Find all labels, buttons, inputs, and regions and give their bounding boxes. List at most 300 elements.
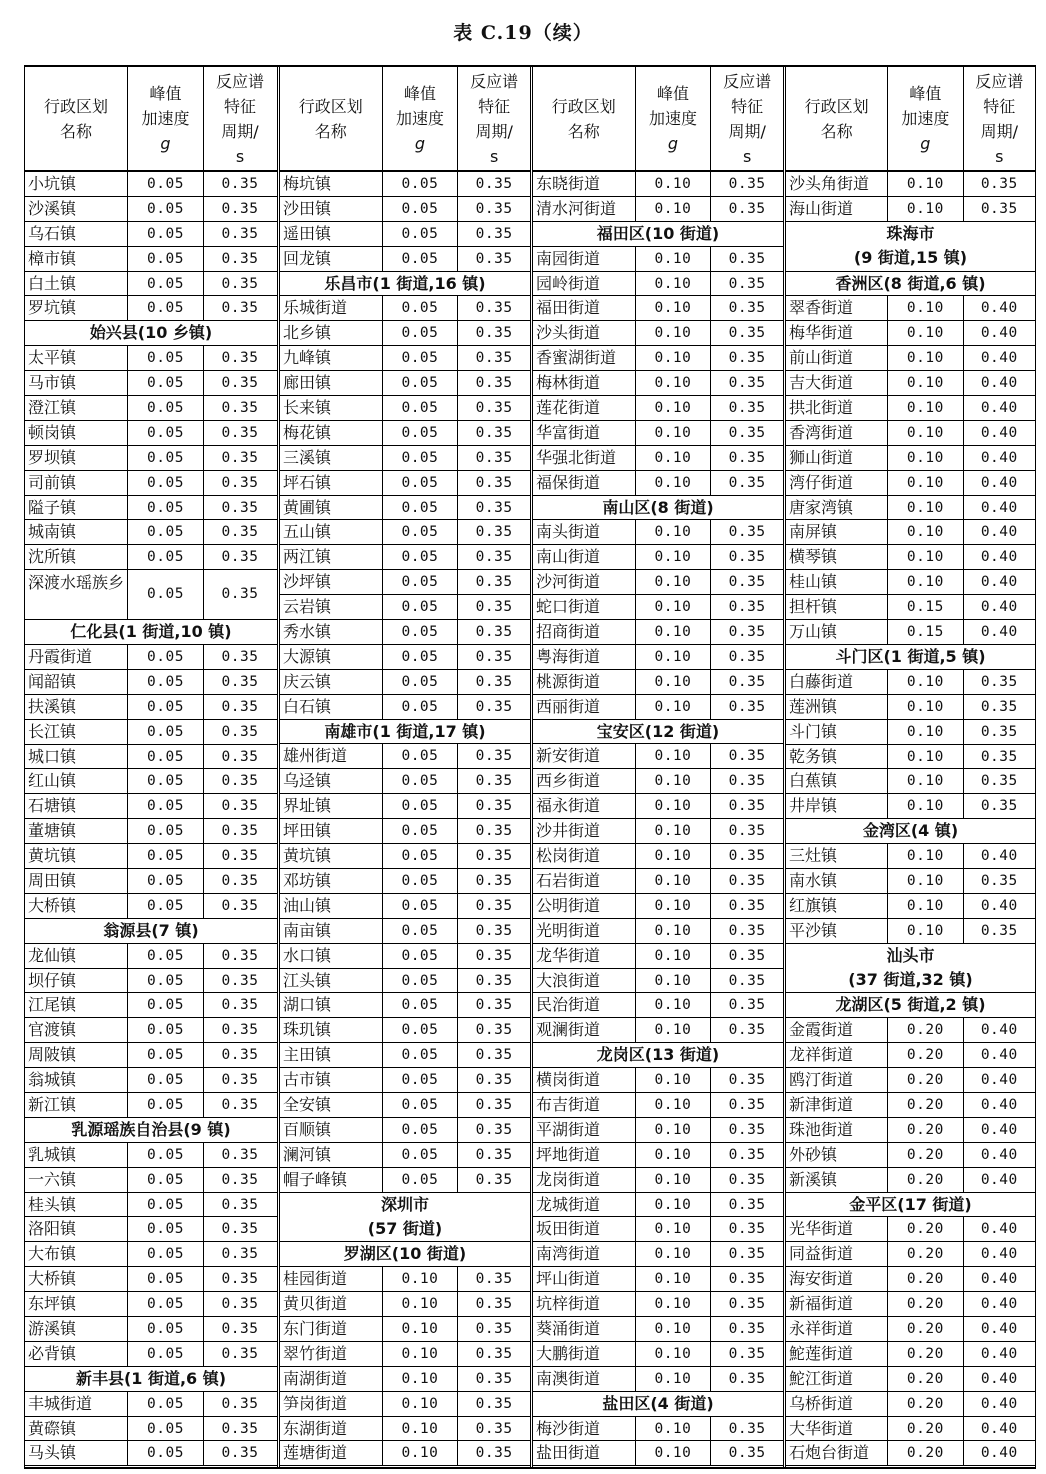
cell-period: 0.35 [728, 1445, 766, 1462]
cell-period: 0.35 [728, 823, 766, 840]
cell-name: 南头街道 [533, 520, 636, 544]
cell-name: 马头镇 [25, 1441, 128, 1465]
cell-name: 太平镇 [25, 346, 128, 370]
cell-period: 0.35 [475, 549, 513, 566]
cell-peak-accel: 0.10 [636, 944, 712, 968]
cell-peak-accel: 0.10 [636, 371, 712, 395]
cell-period: 0.35 [475, 848, 513, 865]
cell-period: 0.35 [221, 773, 259, 790]
cell-period: 0.40 [980, 449, 1018, 466]
cell-period: 0.35 [221, 375, 259, 392]
section-row [786, 993, 1035, 1018]
cell-peak-accel: 0.10 [888, 321, 963, 345]
cell-period: 0.40 [980, 1296, 1018, 1313]
cell-peak-accel: 0.05 [128, 969, 204, 993]
table-row [280, 620, 530, 645]
cell-period: 0.35 [475, 922, 513, 939]
cell-peak-accel: 0.10 [636, 346, 712, 370]
cell-name: 桃源街道 [533, 670, 636, 694]
section-row [786, 645, 1035, 670]
cell-name: 西丽街道 [533, 695, 636, 719]
header-peak-accel: 峰值 加速度 g [383, 67, 459, 170]
cell-period: 0.35 [728, 624, 766, 641]
cell-period: 0.35 [980, 872, 1018, 889]
cell-period: 0.40 [980, 624, 1018, 641]
cell-period: 0.35 [475, 1146, 513, 1163]
cell-name: 乌桥街道 [786, 1392, 888, 1416]
cell-name: 闻韶镇 [25, 670, 128, 694]
cell-name: 沙溪镇 [25, 197, 128, 221]
cell-period: 0.35 [728, 972, 766, 989]
cell-period: 0.35 [475, 972, 513, 989]
cell-period: 0.40 [980, 400, 1018, 417]
cell-name: 桂园街道 [280, 1267, 383, 1291]
cell-peak-accel: 0.05 [383, 1068, 459, 1092]
cell-peak-accel: 0.05 [128, 993, 204, 1017]
cell-name: 石塘镇 [25, 794, 128, 818]
cell-period: 0.35 [475, 1096, 513, 1113]
table-row [25, 1168, 277, 1193]
cell-peak-accel: 0.05 [128, 272, 204, 296]
cell-period: 0.35 [221, 723, 259, 740]
table-row [280, 371, 530, 396]
cell-peak-accel: 0.10 [888, 471, 963, 495]
cell-name: 马市镇 [25, 371, 128, 395]
cell-period: 0.35 [475, 424, 513, 441]
cell-period: 0.35 [475, 1395, 513, 1412]
cell-period: 0.35 [221, 1246, 259, 1263]
cell-peak-accel: 0.05 [383, 869, 459, 893]
cell-name: 必背镇 [25, 1342, 128, 1366]
table-row [786, 1143, 1035, 1168]
cell-peak-accel: 0.05 [383, 645, 459, 669]
table-row [280, 844, 530, 869]
table-row [25, 969, 277, 994]
table-row [786, 1292, 1035, 1317]
cell-name: 井岸镇 [786, 794, 888, 818]
cell-peak-accel: 0.10 [888, 396, 963, 420]
cell-name: 翠竹街道 [280, 1342, 383, 1366]
cell-name: 香湾街道 [786, 421, 888, 445]
cell-peak-accel: 0.05 [128, 745, 204, 769]
cell-peak-accel: 0.05 [128, 421, 204, 445]
cell-period: 0.35 [475, 375, 513, 392]
table-row [786, 894, 1035, 919]
table-header [533, 67, 783, 172]
cell-name: 坝仔镇 [25, 969, 128, 993]
cell-name: 官渡镇 [25, 1018, 128, 1042]
cell-period: 0.35 [475, 400, 513, 417]
cell-period: 0.35 [475, 1296, 513, 1313]
cell-name: 沈所镇 [25, 545, 128, 569]
table-row [786, 371, 1035, 396]
cell-period: 0.35 [728, 748, 766, 765]
cell-peak-accel: 0.05 [383, 570, 459, 594]
cell-period: 0.35 [475, 1271, 513, 1288]
cell-peak-accel: 0.05 [128, 471, 204, 495]
section-row [25, 321, 277, 346]
table-row [280, 969, 530, 994]
cell-peak-accel: 0.20 [888, 1441, 963, 1465]
table-row [25, 819, 277, 844]
cell-peak-accel: 0.10 [636, 545, 712, 569]
cell-name: 长江镇 [25, 720, 128, 744]
table-row [533, 1267, 783, 1292]
cell-peak-accel: 0.10 [636, 769, 712, 793]
cell-peak-accel: 0.10 [636, 595, 712, 619]
cell-peak-accel: 0.10 [636, 969, 712, 993]
table-row [280, 1018, 530, 1043]
cell-period: 0.40 [980, 1221, 1018, 1238]
cell-peak-accel: 0.20 [888, 1317, 963, 1341]
cell-period: 0.35 [475, 1320, 513, 1337]
cell-period: 0.35 [475, 798, 513, 815]
section-title: 盐田区(4 街道) [602, 1393, 714, 1413]
cell-peak-accel: 0.05 [383, 471, 459, 495]
cell-period: 0.35 [728, 250, 766, 267]
cell-name: 小坑镇 [25, 172, 128, 196]
cell-name: 沙井街道 [533, 819, 636, 843]
cell-peak-accel: 0.05 [128, 197, 204, 221]
cell-name: 南园街道 [533, 247, 636, 271]
cell-name: 城口镇 [25, 745, 128, 769]
cell-period: 0.40 [980, 599, 1018, 616]
table-row [25, 545, 277, 570]
cell-period: 0.35 [221, 549, 259, 566]
cell-peak-accel: 0.10 [636, 1242, 712, 1266]
table-row [786, 1018, 1035, 1043]
cell-period: 0.35 [728, 574, 766, 591]
cell-name: 帽子峰镇 [280, 1168, 383, 1192]
cell-peak-accel: 0.10 [383, 1367, 459, 1391]
cell-peak-accel: 0.05 [128, 720, 204, 744]
cell-period: 0.35 [728, 897, 766, 914]
cell-period: 0.35 [728, 300, 766, 317]
cell-period: 0.35 [221, 1221, 259, 1238]
cell-period: 0.40 [980, 574, 1018, 591]
table-row [786, 595, 1035, 620]
table-row [533, 272, 783, 297]
cell-period: 0.35 [728, 1171, 766, 1188]
cell-peak-accel: 0.10 [888, 869, 963, 893]
city-count: (37 街道,32 镇) [848, 969, 973, 989]
cell-peak-accel: 0.10 [636, 1342, 712, 1366]
cell-peak-accel: 0.05 [383, 919, 459, 943]
section-row [25, 1118, 277, 1143]
cell-name: 大浪街道 [533, 969, 636, 993]
cell-period: 0.40 [980, 1171, 1018, 1188]
cell-period: 0.35 [475, 1345, 513, 1362]
cell-peak-accel: 0.10 [888, 346, 963, 370]
cell-period: 0.35 [221, 1146, 259, 1163]
cell-name: 坪田镇 [280, 819, 383, 843]
cell-peak-accel: 0.10 [636, 520, 712, 544]
cell-period: 0.35 [475, 574, 513, 591]
cell-period: 0.40 [980, 375, 1018, 392]
cell-name: 东坪镇 [25, 1292, 128, 1316]
table-row [533, 1441, 783, 1466]
cell-peak-accel: 0.10 [888, 421, 963, 445]
cell-name: 红旗镇 [786, 894, 888, 918]
cell-name: 秀水镇 [280, 620, 383, 644]
table-row [25, 1317, 277, 1342]
cell-peak-accel: 0.10 [636, 620, 712, 644]
table-row [533, 247, 783, 272]
cell-name: 梅华街道 [786, 321, 888, 345]
cell-period: 0.35 [221, 798, 259, 815]
table-row [25, 1043, 277, 1068]
table-row [25, 769, 277, 794]
cell-period: 0.35 [475, 499, 513, 516]
cell-peak-accel: 0.10 [636, 396, 712, 420]
table-row [786, 869, 1035, 894]
table-row [25, 296, 277, 321]
cell-name: 斗门镇 [786, 720, 888, 744]
section-title: 仁化县(1 街道,10 镇) [70, 622, 232, 642]
cell-name: 盐田街道 [533, 1441, 636, 1465]
cell-peak-accel: 0.10 [383, 1342, 459, 1366]
table-row [533, 645, 783, 670]
table-row [533, 794, 783, 819]
cell-peak-accel: 0.20 [888, 1143, 963, 1167]
cell-period: 0.35 [475, 947, 513, 964]
section-title: 金平区(17 街道) [849, 1194, 972, 1214]
table-row [786, 545, 1035, 570]
cell-period: 0.40 [980, 1146, 1018, 1163]
cell-period: 0.35 [475, 1022, 513, 1039]
table-row [25, 1068, 277, 1093]
cell-peak-accel: 0.20 [888, 1043, 963, 1067]
table-row [786, 346, 1035, 371]
cell-peak-accel: 0.10 [636, 471, 712, 495]
cell-period: 0.35 [728, 1420, 766, 1437]
cell-period: 0.40 [980, 1246, 1018, 1263]
table-row [786, 794, 1035, 819]
cell-period: 0.40 [980, 1072, 1018, 1089]
cell-peak-accel: 0.05 [383, 496, 459, 520]
cell-period: 0.35 [728, 848, 766, 865]
header-peak-accel: 峰值 加速度 g [636, 67, 712, 170]
cell-name: 大华街道 [786, 1417, 888, 1441]
cell-period: 0.40 [980, 325, 1018, 342]
cell-period: 0.35 [980, 773, 1018, 790]
table-row [533, 1093, 783, 1118]
cell-name: 大源镇 [280, 645, 383, 669]
section-title: 南山区(8 街道) [602, 497, 714, 517]
cell-period: 0.35 [221, 225, 259, 242]
cell-peak-accel: 0.10 [636, 645, 712, 669]
cell-name: 乾务镇 [786, 745, 888, 769]
cell-name: 外砂镇 [786, 1143, 888, 1167]
cell-peak-accel: 0.05 [128, 346, 204, 370]
table-row [786, 1068, 1035, 1093]
cell-name: 东晓街道 [533, 172, 636, 196]
table-row [25, 720, 277, 745]
cell-period: 0.35 [728, 176, 766, 192]
table-row [25, 570, 277, 620]
cell-name: 南湖街道 [280, 1367, 383, 1391]
header-period: 反应谱 特征 周期/ s [215, 71, 264, 166]
cell-period: 0.35 [221, 1171, 259, 1188]
table-row [533, 1417, 783, 1442]
cell-peak-accel: 0.05 [383, 520, 459, 544]
table-row [280, 346, 530, 371]
header-peak-accel: 峰值 加速度 g [128, 67, 204, 170]
cell-period: 0.40 [980, 350, 1018, 367]
cell-name: 红山镇 [25, 769, 128, 793]
table-row [786, 1367, 1035, 1392]
cell-peak-accel: 0.20 [888, 1018, 963, 1042]
section-row [280, 272, 530, 297]
cell-period: 0.35 [221, 449, 259, 466]
table-row [25, 1143, 277, 1168]
cell-name: 丹霞街道 [25, 645, 128, 669]
table-row [786, 496, 1035, 521]
cell-period: 0.35 [728, 997, 766, 1014]
cell-name: 百顺镇 [280, 1118, 383, 1142]
table-row [25, 172, 277, 197]
cell-period: 0.35 [221, 474, 259, 491]
section-title: 龙岗区(13 街道) [596, 1045, 720, 1065]
table-row [533, 1292, 783, 1317]
cell-period: 0.35 [980, 200, 1018, 217]
table-row [786, 620, 1035, 645]
table-row [25, 1217, 277, 1242]
table-row [786, 321, 1035, 346]
cell-period: 0.35 [728, 698, 766, 715]
cell-period: 0.35 [728, 599, 766, 616]
table-row [280, 1068, 530, 1093]
table-row [786, 1267, 1035, 1292]
cell-name: 五山镇 [280, 520, 383, 544]
cell-name: 黄磜镇 [25, 1417, 128, 1441]
cell-name: 黄坑镇 [280, 844, 383, 868]
cell-period: 0.35 [980, 723, 1018, 740]
cell-name: 沙坪镇 [280, 570, 383, 594]
table-title: 表 C.19（续） [453, 22, 593, 44]
table-row [786, 919, 1035, 944]
table-row [533, 421, 783, 446]
cell-peak-accel: 0.20 [888, 1267, 963, 1291]
table-row [25, 346, 277, 371]
cell-name: 狮山街道 [786, 446, 888, 470]
cell-period: 0.35 [728, 1296, 766, 1313]
cell-period: 0.35 [728, 648, 766, 665]
section-row [533, 720, 783, 745]
city-row [280, 1193, 530, 1243]
cell-peak-accel: 0.05 [383, 595, 459, 619]
cell-name: 三灶镇 [786, 844, 888, 868]
table-row [280, 993, 530, 1018]
table-row [25, 446, 277, 471]
cell-period: 0.35 [221, 1072, 259, 1089]
table-row [25, 670, 277, 695]
cell-period: 0.35 [475, 449, 513, 466]
table-row [25, 396, 277, 421]
table-row [280, 1043, 530, 1068]
cell-name: 笋岗街道 [280, 1392, 383, 1416]
cell-peak-accel: 0.20 [888, 1217, 963, 1241]
cell-name: 周田镇 [25, 869, 128, 893]
cell-period: 0.35 [475, 1420, 513, 1437]
cell-period: 0.40 [980, 524, 1018, 541]
cell-peak-accel: 0.10 [888, 745, 963, 769]
table-row [533, 296, 783, 321]
cell-name: 洛阳镇 [25, 1217, 128, 1241]
cell-period: 0.35 [475, 1047, 513, 1064]
cell-peak-accel: 0.05 [128, 894, 204, 918]
cell-peak-accel: 0.05 [128, 396, 204, 420]
cell-name: 石岩街道 [533, 869, 636, 893]
cell-name: 大桥镇 [25, 1267, 128, 1291]
cell-period: 0.35 [475, 524, 513, 541]
cell-peak-accel: 0.05 [128, 670, 204, 694]
cell-peak-accel: 0.10 [636, 919, 712, 943]
table-row [786, 421, 1035, 446]
cell-period: 0.35 [221, 1022, 259, 1039]
table-header [25, 67, 277, 172]
cell-name: 南湾街道 [533, 1242, 636, 1266]
cell-peak-accel: 0.05 [128, 1417, 204, 1441]
table-row [280, 496, 530, 521]
cell-period: 0.40 [980, 1345, 1018, 1362]
cell-period: 0.35 [221, 698, 259, 715]
cell-name: 南亩镇 [280, 919, 383, 943]
cell-peak-accel: 0.05 [128, 1093, 204, 1117]
city-title [280, 1193, 530, 1242]
cell-peak-accel: 0.05 [128, 446, 204, 470]
cell-period: 0.35 [221, 1096, 259, 1113]
cell-peak-accel: 0.05 [128, 869, 204, 893]
cell-peak-accel: 0.05 [128, 819, 204, 843]
cell-name: 丰城街道 [25, 1392, 128, 1416]
table-row [533, 1143, 783, 1168]
cell-period: 0.35 [728, 798, 766, 815]
cell-peak-accel: 0.10 [636, 794, 712, 818]
cell-name: 布吉街道 [533, 1093, 636, 1117]
table-row [786, 720, 1035, 745]
cell-peak-accel: 0.05 [128, 1043, 204, 1067]
table-row [786, 1043, 1035, 1068]
cell-peak-accel: 0.05 [128, 222, 204, 246]
cell-name: 坪地街道 [533, 1143, 636, 1167]
table-row [786, 520, 1035, 545]
section-title: 乳源瑶族自治县(9 镇) [71, 1119, 231, 1139]
cell-period: 0.35 [728, 1096, 766, 1113]
table-row [280, 869, 530, 894]
city-row [786, 944, 1035, 994]
cell-name: 湖口镇 [280, 993, 383, 1017]
cell-name: 两江镇 [280, 545, 383, 569]
cell-peak-accel: 0.10 [888, 496, 963, 520]
cell-period: 0.35 [728, 1072, 766, 1089]
cell-peak-accel: 0.10 [888, 296, 963, 320]
cell-peak-accel: 0.05 [128, 1292, 204, 1316]
cell-period: 0.35 [475, 1121, 513, 1138]
cell-name: 南山街道 [533, 545, 636, 569]
cell-period: 0.35 [728, 1246, 766, 1263]
cell-peak-accel: 0.05 [383, 1043, 459, 1067]
cell-peak-accel: 0.10 [888, 446, 963, 470]
table-row [280, 944, 530, 969]
cell-name: 庆云镇 [280, 670, 383, 694]
table-row [280, 744, 530, 769]
cell-peak-accel: 0.05 [383, 197, 459, 221]
header-name: 行政区划 名称 [533, 67, 636, 170]
cell-peak-accel: 0.10 [636, 1292, 712, 1316]
table-row [786, 197, 1035, 222]
cell-period: 0.35 [221, 400, 259, 417]
